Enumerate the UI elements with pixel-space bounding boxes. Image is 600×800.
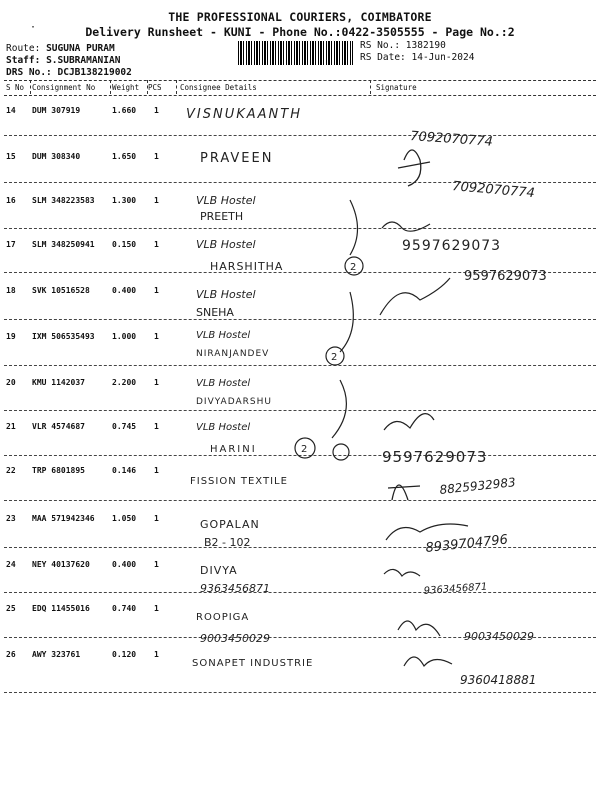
row-17-handwriting — [196, 238, 501, 275]
staff-label: Staff: — [6, 55, 41, 66]
consignee-line-2: B2 - 102 — [204, 536, 251, 549]
row-consignment: IXM 506535493 — [32, 332, 95, 341]
consignee-line-2: 9003450029 — [200, 632, 270, 645]
consignee-line-2: HARSHITHA — [210, 260, 284, 273]
row-divider — [4, 592, 596, 593]
scan-speck: · — [30, 22, 37, 33]
consignee-line-2: HARINI — [210, 444, 257, 455]
staff-value: S.SUBRAMANIAN — [46, 55, 121, 66]
row-18-handwriting — [196, 269, 547, 319]
row-26-handwriting — [192, 657, 536, 687]
consignee-line-1: VLB Hostel — [196, 330, 251, 341]
receiver-phone: 9360418881 — [460, 673, 537, 687]
row-weight: 1.300 — [112, 196, 137, 205]
drs-value: DCJB138219002 — [57, 67, 132, 78]
row-divider — [4, 228, 596, 229]
consignee-line-2: SNEHA — [196, 306, 234, 319]
signature-scribble — [384, 569, 420, 576]
col-details: Consignee Details — [180, 83, 257, 92]
receiver-phone: 9363456871 — [423, 581, 488, 597]
row-consignment: VLR 4574687 — [32, 422, 85, 431]
row-weight: 0.146 — [112, 466, 137, 475]
row-weight: 1.650 — [112, 152, 137, 161]
row-consignment: EDQ 11455016 — [32, 604, 90, 613]
signature-scribble — [386, 524, 468, 540]
row-weight: 0.745 — [112, 422, 137, 431]
row-consignment: DUM 307919 — [32, 106, 81, 115]
row-consignment: SLM 348223583 — [32, 196, 95, 205]
brace-mark — [340, 292, 353, 352]
row-16-handwriting — [196, 194, 430, 255]
count-circle — [333, 444, 349, 460]
row-sno: 18 — [6, 286, 16, 295]
consignee-line-2: DIVYADARSHU — [196, 397, 272, 407]
route-value: SUGUNA PURAM — [46, 43, 115, 54]
receiver-phone: 9597629073 — [382, 448, 488, 466]
col-divider — [176, 80, 177, 94]
col-pcs: PCS — [148, 83, 162, 92]
row-divider — [4, 500, 596, 501]
row-weight: 0.740 — [112, 604, 137, 613]
row-sno: 19 — [6, 332, 16, 341]
consignee-line-2: NIRANJANDEV — [196, 349, 270, 359]
row-21-handwriting — [196, 414, 487, 466]
row-sno: 15 — [6, 152, 16, 161]
signature-scribble — [398, 150, 430, 186]
row-pcs: 1 — [154, 286, 159, 295]
row-weight: 1.660 — [112, 106, 137, 115]
signature-scribble — [388, 485, 420, 500]
row-divider — [4, 182, 596, 183]
signature-scribble — [382, 222, 430, 231]
rs-date-line — [360, 52, 474, 63]
count-mark: 2 — [350, 262, 357, 273]
col-signature: Signature — [376, 83, 417, 92]
row-sno: 17 — [6, 240, 16, 249]
row-weight: 0.120 — [112, 650, 137, 659]
signature-scribble — [380, 278, 450, 315]
consignee-line-1: VLB Hostel — [196, 288, 256, 301]
rs-date-value: 14-Jun-2024 — [411, 52, 475, 63]
row-divider — [4, 319, 596, 320]
consignee-name: FISSION TEXTILE — [190, 476, 288, 487]
row-consignment: MAA 571942346 — [32, 514, 95, 523]
col-divider — [370, 80, 371, 94]
row-pcs: 1 — [154, 560, 159, 569]
row-sno: 23 — [6, 514, 16, 523]
row-weight: 1.000 — [112, 332, 137, 341]
row-divider — [4, 272, 596, 273]
route-line — [6, 43, 115, 54]
col-divider — [110, 80, 111, 94]
row-consignment: KMU 1142037 — [32, 378, 85, 387]
row-sno: 20 — [6, 378, 16, 387]
col-divider — [147, 80, 148, 94]
consignee-line-1: VLB Hostel — [196, 194, 256, 207]
receiver-phone: 7092070774 — [451, 179, 536, 202]
row-pcs: 1 — [154, 422, 159, 431]
barcode-image — [238, 41, 353, 65]
row-pcs: 1 — [154, 466, 159, 475]
row-weight: 0.400 — [112, 286, 137, 295]
count-mark: 2 — [301, 444, 308, 455]
receiver-phone: 8825932983 — [438, 475, 517, 497]
row-sno: 14 — [6, 106, 16, 115]
row-20-handwriting — [196, 378, 346, 438]
row-pcs: 1 — [154, 604, 159, 613]
row-19-handwriting — [196, 292, 353, 365]
row-pcs: 1 — [154, 240, 159, 249]
row-23-handwriting — [200, 518, 509, 556]
rs-no-line — [360, 40, 446, 51]
row-25-handwriting — [196, 612, 534, 645]
row-sno: 21 — [6, 422, 16, 431]
row-pcs: 1 — [154, 332, 159, 341]
runsheet-title: Delivery Runsheet - KUNI - Phone No.:0422-3505555 - Page No.:2 — [85, 25, 515, 39]
row-divider — [4, 547, 596, 548]
row-consignment: SLM 348250941 — [32, 240, 95, 249]
row-consignment: DUM 308340 — [32, 152, 81, 161]
drs-line — [6, 67, 132, 78]
signature-scribble — [404, 657, 452, 666]
consignee-name: PRAVEEN — [200, 151, 274, 166]
consignee-line-1: DIVYA — [200, 564, 238, 577]
consignee-line-1: VLB Hostel — [196, 378, 251, 389]
row-divider — [4, 692, 596, 693]
row-sno: 24 — [6, 560, 16, 569]
row-weight: 0.150 — [112, 240, 137, 249]
row-divider — [4, 365, 596, 366]
row-pcs: 1 — [154, 650, 159, 659]
col-sno: S No — [6, 83, 25, 92]
consignee-line-2: 9363456871 — [200, 582, 270, 595]
receiver-phone: 9597629073 — [402, 238, 502, 254]
receiver-phone: 8939704796 — [424, 532, 509, 556]
row-sno: 22 — [6, 466, 16, 475]
row-consignment: NEY 40137620 — [32, 560, 90, 569]
row-22-handwriting — [190, 475, 516, 500]
receiver-phone: 7092070774 — [409, 129, 494, 150]
route-label: Route: — [6, 43, 41, 54]
row-consignment: SVK 10516528 — [32, 286, 90, 295]
row-pcs: 1 — [154, 514, 159, 523]
consignee-line-2: PREETH — [200, 210, 244, 223]
row-consignment: TRP 6801895 — [32, 466, 85, 475]
receiver-phone: 9003450029 — [464, 630, 534, 643]
count-mark: 2 — [331, 352, 338, 363]
consignee-name: VISNUKAANTH — [186, 107, 302, 122]
signature-scribble — [398, 621, 440, 636]
rs-no-value: 1382190 — [405, 40, 446, 51]
col-divider — [30, 80, 31, 94]
staff-line — [6, 55, 120, 66]
row-sno: 16 — [6, 196, 16, 205]
brace-mark — [332, 380, 346, 438]
consignee-line-1: GOPALAN — [200, 518, 260, 531]
receiver-phone: 9597629073 — [464, 269, 547, 284]
count-circle — [326, 347, 344, 365]
row-15-handwriting — [200, 150, 535, 201]
row-pcs: 1 — [154, 106, 159, 115]
row-pcs: 1 — [154, 378, 159, 387]
consignee-line-1: ROOPIGA — [196, 612, 250, 623]
rs-date-label: RS Date: — [360, 52, 406, 63]
row-pcs: 1 — [154, 196, 159, 205]
row-divider — [4, 455, 596, 456]
row-weight: 0.400 — [112, 560, 137, 569]
signature-scribble — [384, 414, 434, 430]
drs-label: DRS No.: — [6, 67, 52, 78]
row-14-handwriting — [186, 107, 493, 150]
row-pcs: 1 — [154, 152, 159, 161]
col-consignment: Consignment No — [32, 83, 96, 92]
col-weight: Weight — [112, 83, 140, 92]
consignee-line-1: VLB Hostel — [196, 238, 256, 251]
row-weight: 2.200 — [112, 378, 137, 387]
row-divider — [4, 135, 596, 136]
consignee-line-1: VLB Hostel — [196, 422, 251, 433]
row-divider — [4, 410, 596, 411]
row-consignment: AWY 323761 — [32, 650, 81, 659]
rs-no-label: RS No.: — [360, 40, 401, 51]
row-weight: 1.050 — [112, 514, 137, 523]
row-divider — [4, 637, 596, 638]
company-name: THE PROFESSIONAL COURIERS, COIMBATORE — [168, 10, 432, 24]
row-sno: 26 — [6, 650, 16, 659]
table-header — [4, 80, 596, 96]
row-sno: 25 — [6, 604, 16, 613]
consignee-name: SONAPET INDUSTRIE — [192, 658, 314, 669]
